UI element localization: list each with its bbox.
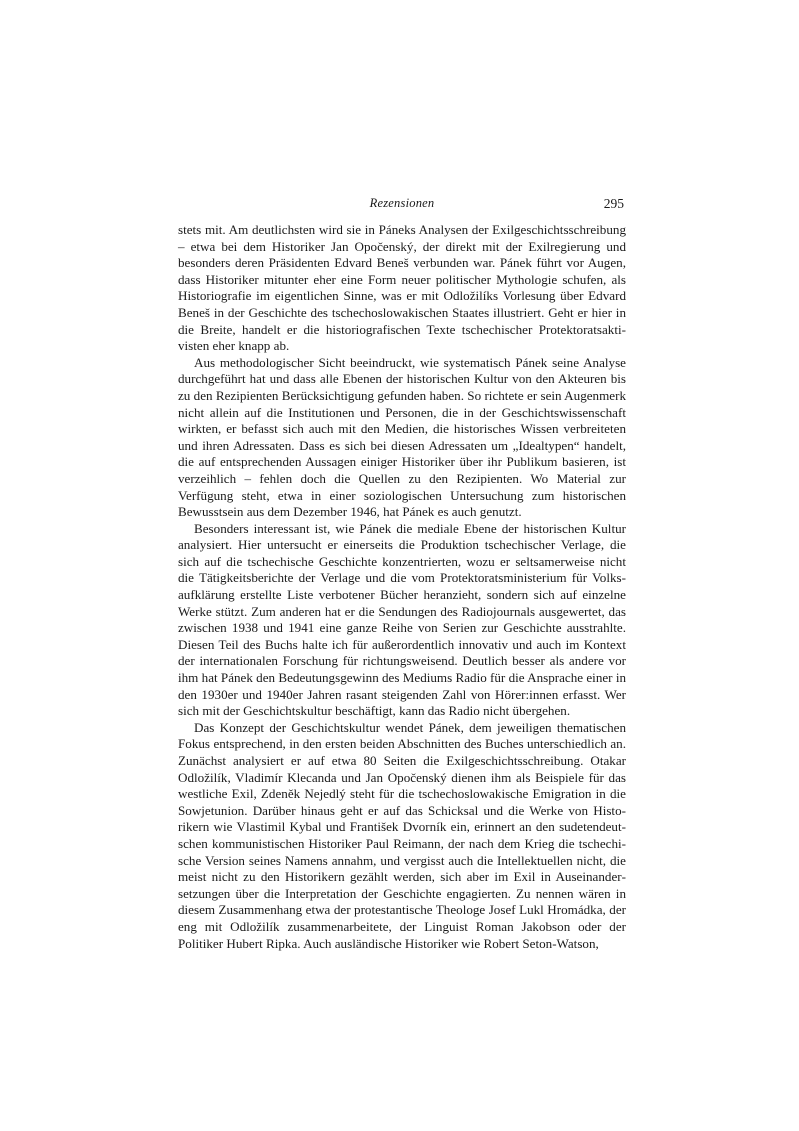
body-text	[178, 222, 626, 952]
running-title: Rezensionen	[369, 196, 435, 210]
running-head	[178, 196, 626, 214]
paragraph-media-level: Besonders interessant ist, wie Pánek die mediale Ebene der historischen Kultur analysiert. Hier untersucht er einerseits die Produktion tschechischer Verlage, die sich auf die tschechische Geschichte konzentrierten, wozu er seltsamerweise nicht die Tätigkeitsberichte der Verlage und die vom Protektoratsministerium für Volksaufklärung erstellte Liste verbotener Bücher heranzieht, sondern sich auf einzelne Werke stützt. Zum anderen hat er die Sendungen des Radiojournals ausgewertet, das zwischen 1938 und 1941 eine ganze Reihe von Serien zur Geschichte ausstrahlte. Diesen Teil des Buchs halte ich für außerordentlich innovativ und auch im Kontext der internationalen Forschung für richtungsweisend. Deutlich besser als andere vor ihm hat Pánek den Bedeutungsgewinn des Mediums Radio für die Ansprache einer in den 1930er und 1940er Jahren rasant steigenden Zahl von Hörer:innen erfasst. Wer sich mit der Geschichtskultur beschäftigt, kann das Radio nicht übergehen.	[178, 520, 627, 719]
paragraph-exile-historiography: Das Konzept der Geschichtskultur wendet Pánek, dem jeweiligen thematischen Fokus entsprechend, in den ersten beiden Abschnitten des Buches unterschiedlich an. Zunächst analysiert er auf etwa 80 Seiten die Exilgeschichtsschreibung. Otakar Odložilík, Vladimír Klecanda und Jan Opočenský dienen ihm als Beispiele für das westliche Exil, Zdeněk Nejedlý steht für die tschechoslowakische Emigration in die Sowjetunion. Darüber hinaus geht er auf das Schicksal und die Werke von Historikern wie Vlastimil Kybal und František Dvorník ein, erinnert an den sudetendeutschen kommunistischen Historiker Paul Reimann, der nach dem Krieg die tschechische Version seines Namens annahm, und vergisst auch die Intellektuellen nicht, die meist nicht zu den Historikern gezählt werden, sich aber im Exil in Auseinandersetzungen über die Interpretation der Geschichte engagierten. Zu nennen wären in diesem Zusammenhang etwa der protestantische Theologe Josef Lukl Hromádka, der eng mit Odložilík zusammenarbeitete, der Linguist Roman Jakobson oder der Politiker Hubert Ripka. Auch ausländische Historiker wie Robert Seton-Watson,	[178, 719, 626, 951]
paragraph-continuation: stets mit. Am deutlichsten wird sie in Páneks Analysen der Exilgeschichtsschreibung – etwa bei dem Historiker Jan Opočenský, der direkt mit der Exilregierung und besonders deren Präsidenten Edvard Beneš verbunden war. Pánek führt vor Augen, dass Historiker mitunter eher eine Form neuer politischer Mythologie schufen, als Historiografie im eigentlichen Sinne, was er mit Odložilíks Vorlesung über Edvard Beneš in der Geschichte des tschechoslowakischen Staates illustriert. Geht er hier in die Breite, handelt er die historiografischen Texte tschechischer Protektoratsaktivisten eher knapp ab.	[178, 222, 626, 354]
page-number: 295	[603, 196, 624, 211]
paragraph-methodology: Aus methodologischer Sicht beeindruckt, wie systematisch Pánek seine Analyse durchgeführt hat und dass alle Ebenen der historischen Kultur von den Akteuren bis zu den Rezipienten Berücksichtigung gefunden haben. So richtete er sein Augenmerk nicht allein auf die Institutionen und Personen, die in der Geschichtswissenschaft wirkten, er befasst sich auch mit den Medien, die historisches Wissen verbreiteten und ihren Adressaten. Dass es sich bei diesen Adressaten um „Idealtypen“ handelt, die auf entsprechenden Aussagen einiger Historiker über ihr Publikum basieren, ist verzeihlich – fehlen doch die Quellen zu den Rezipienten. Wo Material zur Verfügung steht, etwa in einer soziologischen Untersuchung zum historischen Bewusstsein aus dem Dezember 1946, hat Pánek es auch genutzt.	[178, 354, 626, 520]
